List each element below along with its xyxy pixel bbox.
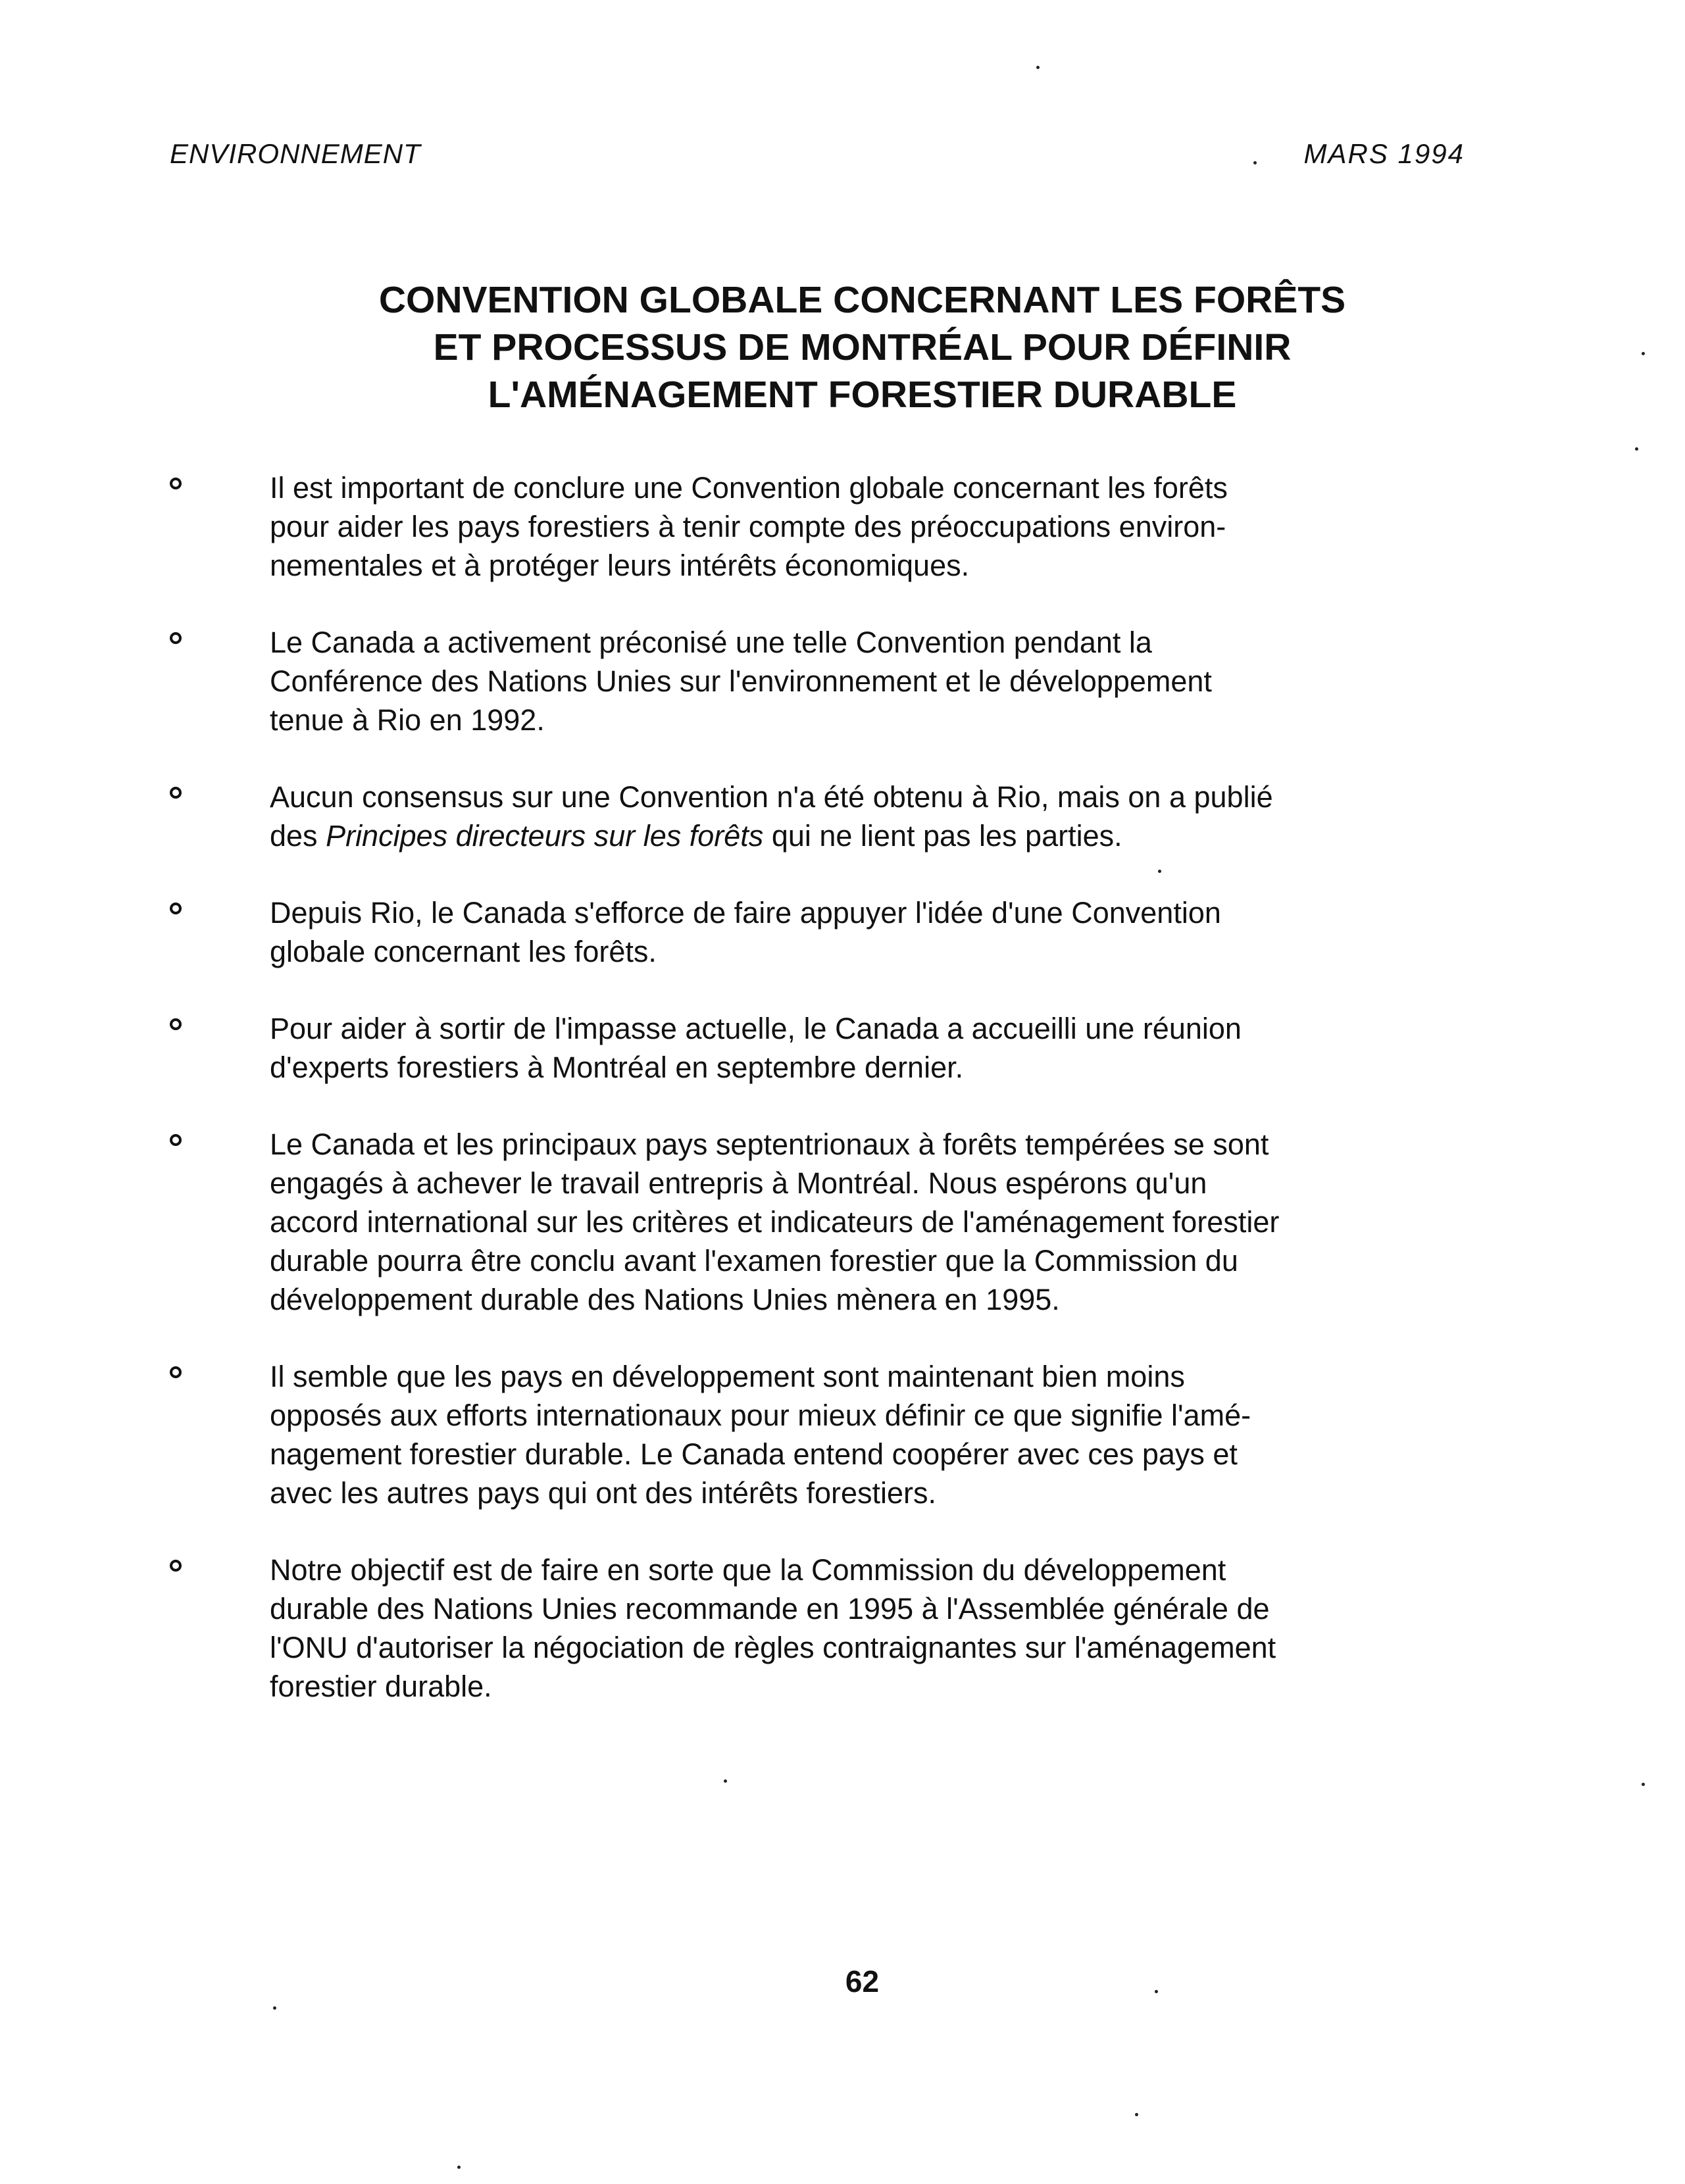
title-line: CONVENTION GLOBALE CONCERNANT LES FORÊTS: [378, 279, 1346, 321]
scan-speck: [1642, 1783, 1645, 1786]
bullet-line: Conférence des Nations Unies sur l'environnement et le développement: [270, 664, 1212, 698]
bullet-circle-icon: [170, 1366, 182, 1378]
bullet-circle-icon: [170, 787, 182, 799]
bullet-item: [170, 623, 1472, 739]
bullet-text: [270, 1009, 1469, 1087]
bullet-line: l'ONU d'autoriser la négociation de règles contraignantes sur l'aménagement: [270, 1631, 1276, 1664]
bullet-item: [170, 1125, 1472, 1319]
bullet-line: avec les autres pays qui ont des intérêts forestiers.: [270, 1476, 937, 1510]
bullet-item: [170, 468, 1472, 585]
bullet-text: [270, 778, 1469, 855]
bullet-line: nagement forestier durable. Le Canada entend coopérer avec ces pays et: [270, 1437, 1238, 1471]
bullet-text: [270, 1551, 1469, 1706]
bullet-line: d'experts forestiers à Montréal en septembre dernier.: [270, 1051, 964, 1084]
bullet-text: [270, 893, 1469, 971]
bullet-line: engagés à achever le travail entrepris à Montréal. Nous espérons qu'un: [270, 1166, 1207, 1200]
bullet-line: forestier durable.: [270, 1670, 492, 1703]
page-number: 62: [845, 1964, 880, 1998]
bullet-text: [270, 1125, 1469, 1319]
bullet-circle-icon: [170, 1134, 182, 1146]
bullet-line: [270, 816, 1469, 855]
scan-speck: [457, 2166, 461, 2169]
bullet-line: tenue à Rio en 1992.: [270, 703, 545, 737]
bullet-item: [170, 1009, 1472, 1087]
bullet-list: [170, 468, 1472, 1744]
bullet-line: développement durable des Nations Unies mènera en 1995.: [270, 1283, 1060, 1316]
scan-speck: [1036, 66, 1040, 69]
bullet-line: Il est important de conclure une Convention globale concernant les forêts: [270, 471, 1228, 505]
scan-speck: [1635, 447, 1638, 451]
bullet-text: [270, 623, 1469, 739]
scan-speck: [1253, 161, 1257, 164]
bullet-line: pour aider les pays forestiers à tenir compte des préoccupations environ-: [270, 510, 1226, 543]
bullet-text: [270, 468, 1469, 585]
bullet-line: Aucun consensus sur une Convention n'a été obtenu à Rio, mais on a publié: [270, 780, 1273, 814]
bullet-circle-icon: [170, 478, 182, 489]
bullet-circle-icon: [170, 1560, 182, 1572]
bullet-item: [170, 778, 1472, 855]
bullet-line: Il semble que les pays en développement sont maintenant bien moins: [270, 1360, 1185, 1393]
bullet-circle-icon: [170, 632, 182, 644]
bullet-item: [170, 1551, 1472, 1706]
bullet-line: Notre objectif est de faire en sorte que la Commission du développement: [270, 1553, 1226, 1587]
title-line: L'AMÉNAGEMENT FORESTIER DURABLE: [488, 374, 1237, 416]
page-title: [0, 276, 1685, 418]
bullet-line: nementales et à protéger leurs intérêts économiques.: [270, 549, 970, 582]
bullet-circle-icon: [170, 903, 182, 914]
bullet-line: Le Canada a activement préconisé une telle Convention pendant la: [270, 626, 1152, 659]
bullet-item: [170, 1357, 1472, 1512]
bullet-line: Pour aider à sortir de l'impasse actuelle, le Canada a accueilli une réunion: [270, 1012, 1242, 1045]
bullet-line: Depuis Rio, le Canada s'efforce de faire appuyer l'idée d'une Convention: [270, 896, 1221, 930]
header-date: MARS 1994: [1303, 138, 1465, 169]
bullet-line-end: qui ne lient pas les parties.: [763, 819, 1122, 853]
scan-speck: [1135, 2113, 1138, 2116]
header-section: ENVIRONNEMENT: [170, 138, 421, 169]
bullet-line: globale concernant les forêts.: [270, 935, 657, 968]
bullet-line: Le Canada et les principaux pays septentrionaux à forêts tempérées se sont: [270, 1128, 1269, 1161]
title-line: ET PROCESSUS DE MONTRÉAL POUR DÉFINIR: [433, 326, 1292, 368]
bullet-line: durable pourra être conclu avant l'examen forestier que la Commission du: [270, 1244, 1238, 1278]
scan-speck: [724, 1779, 727, 1783]
scan-speck: [1642, 352, 1645, 355]
bullet-line: durable des Nations Unies recommande en 1995 à l'Assemblée générale de: [270, 1592, 1270, 1626]
bullet-line: accord international sur les critères et indicateurs de l'aménagement forestier: [270, 1205, 1280, 1239]
bullet-line: opposés aux efforts internationaux pour mieux définir ce que signifie l'amé-: [270, 1399, 1251, 1432]
bullet-text: [270, 1357, 1469, 1512]
scan-speck: [1158, 870, 1161, 873]
bullet-item: [170, 893, 1472, 971]
bullet-line-start: des: [270, 819, 326, 853]
bullet-circle-icon: [170, 1018, 182, 1030]
publication-title: Principes directeurs sur les forêts: [326, 819, 764, 853]
scan-speck: [273, 2006, 276, 2010]
scan-speck: [1155, 1990, 1158, 1993]
